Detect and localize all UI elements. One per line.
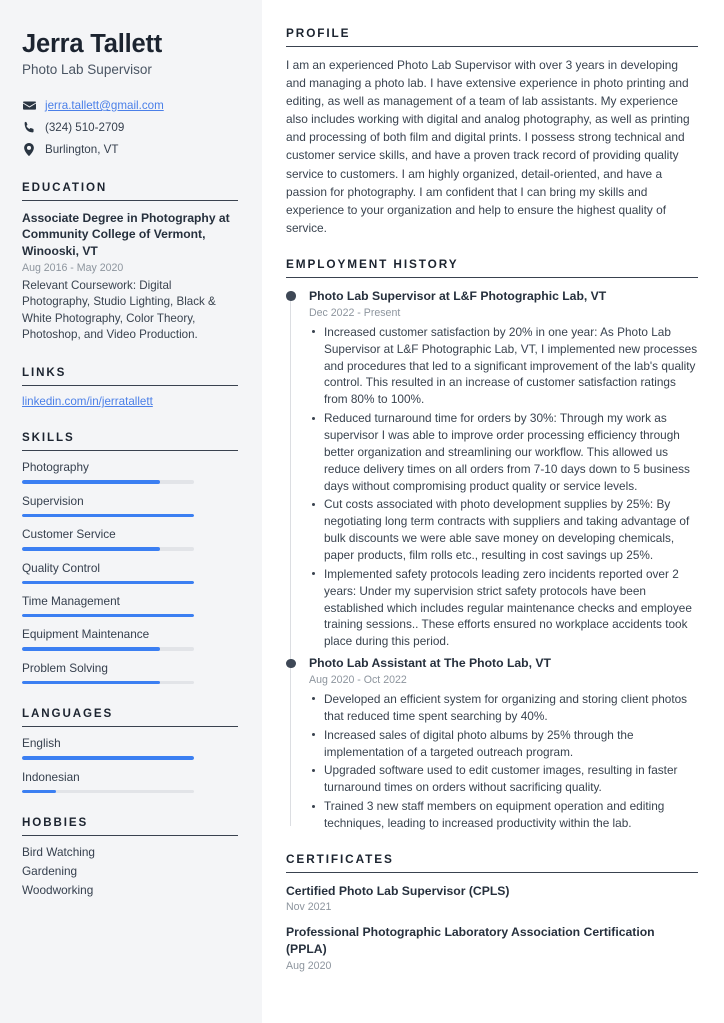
- language-level-track: [22, 790, 194, 793]
- skill-level-fill: [22, 581, 194, 584]
- employment-bullet: Increased sales of digital photo albums by 25% through the implementation of a targeted outreach program.: [309, 727, 698, 761]
- skill-item: [22, 561, 238, 584]
- employment-bullet: Developed an efficient system for organizing and storing client photos that reduced time spent searching by 40%.: [309, 691, 698, 725]
- certificate-name: Professional Photographic Laboratory Association Certification (PPLA): [286, 925, 655, 957]
- hobbies-list: [22, 836, 238, 897]
- skill-item: [22, 594, 238, 617]
- skill-label: Time Management: [22, 593, 120, 608]
- contact-item-location: [22, 142, 238, 158]
- section-heading-languages: LANGUAGES: [22, 707, 238, 727]
- skill-item: [22, 460, 238, 483]
- section-education: [22, 181, 238, 344]
- language-level-fill: [22, 790, 56, 793]
- map-pin-icon: [22, 143, 36, 156]
- links-list: [22, 386, 238, 408]
- contact-item-email[interactable]: [22, 98, 238, 114]
- skill-label: Customer Service: [22, 527, 116, 542]
- employment-bullet: Implemented safety protocols leading zero incidents reported over 2 years: Under my supervision strict safety protocols have been established which includes regular maintenance checks and employee training sessions.. These efforts ensured no workplace accidents took place during this period.: [309, 566, 698, 650]
- skill-level-track: [22, 514, 194, 517]
- education-description: Relevant Coursework: Digital Photography, Studio Lighting, Black & White Photography, Color Theory, Photoshop, and Video Production.: [22, 278, 216, 341]
- section-languages: [22, 707, 238, 793]
- timeline-line: [290, 294, 291, 660]
- skill-level-fill: [22, 681, 160, 684]
- section-heading-certificates: CERTIFICATES: [286, 852, 698, 873]
- languages-list: [22, 727, 238, 793]
- employment-item: [286, 656, 698, 832]
- employment-bullet: Trained 3 new staff members on equipment operation and editing techniques, leading to increased productivity within the lab.: [309, 798, 698, 832]
- section-heading-employment: EMPLOYMENT HISTORY: [286, 257, 698, 278]
- employment-role: Photo Lab Assistant at The Photo Lab, VT: [309, 656, 551, 671]
- language-label: English: [22, 736, 61, 751]
- skill-level-fill: [22, 647, 160, 650]
- link-item-linkedin[interactable]: linkedin.com/in/jerratallett: [22, 395, 153, 409]
- skill-level-fill: [22, 614, 194, 617]
- header-job-title: Photo Lab Supervisor: [22, 61, 152, 77]
- education-item: [22, 210, 238, 344]
- employment-bullets: [309, 324, 698, 650]
- language-item: [22, 770, 238, 793]
- employment-date: Aug 2020 - Oct 2022: [309, 673, 407, 686]
- sidebar: [0, 0, 262, 1023]
- skill-level-fill: [22, 514, 194, 517]
- envelope-icon: [22, 99, 36, 112]
- timeline-dot-icon: [286, 291, 296, 301]
- page-title: Jerra Tallett: [22, 30, 163, 58]
- skill-label: Photography: [22, 460, 89, 475]
- location-value: Burlington, VT: [45, 143, 119, 157]
- section-heading-links: LINKS: [22, 366, 238, 386]
- employment-bullets: [309, 691, 698, 832]
- education-date: Aug 2016 - May 2020: [22, 261, 124, 274]
- education-list: [22, 201, 238, 344]
- employment-bullet: Increased customer satisfaction by 20% in one year: As Photo Lab Supervisor at L&F Photographic Lab, VT, I implemented new processes and procedures that led to a significant improvement of the lab's quality control. This resulted in an increase of customer satisfaction ratings from 80% to 100%.: [309, 324, 698, 408]
- timeline-line: [290, 661, 291, 826]
- timeline-dot-icon: [286, 659, 296, 669]
- skill-level-track: [22, 647, 194, 650]
- email-link[interactable]: jerra.tallett@gmail.com: [45, 99, 164, 113]
- skill-label: Supervision: [22, 493, 84, 508]
- skill-item: [22, 661, 238, 684]
- section-heading-skills: SKILLS: [22, 431, 238, 451]
- contact-item-phone: [22, 120, 238, 136]
- skill-item: [22, 627, 238, 650]
- employment-list: [286, 278, 698, 832]
- main-column: [262, 0, 724, 1023]
- section-heading-profile: PROFILE: [286, 26, 698, 47]
- skill-level-fill: [22, 480, 160, 483]
- certificate-name: Certified Photo Lab Supervisor (CPLS): [286, 883, 510, 898]
- hobby-item: Woodworking: [22, 882, 94, 897]
- language-item: [22, 736, 238, 759]
- section-heading-hobbies: HOBBIES: [22, 816, 238, 836]
- hobby-item: Gardening: [22, 863, 78, 878]
- contact-list: [22, 98, 238, 158]
- phone-value: (324) 510-2709: [45, 121, 125, 135]
- section-skills: [22, 431, 238, 684]
- employment-bullet: Reduced turnaround time for orders by 30%: Through my work as supervisor I was able to improve order processing efficiency through better organization and streamlining our workflow. This allowed us reduce delivery times on all orders from 7-10 days down to 5 business days without compromising product quality or service levels.: [309, 410, 698, 494]
- certificate-date: Nov 2021: [286, 901, 332, 914]
- skill-level-track: [22, 480, 194, 483]
- employment-bullet: Upgraded software used to edit customer images, resulting in faster turnaround times on orders without sacrificing quality.: [309, 762, 698, 796]
- phone-icon: [22, 121, 36, 134]
- skill-item: [22, 494, 238, 517]
- certificates-list: [286, 873, 698, 972]
- skill-level-track: [22, 614, 194, 617]
- skill-label: Problem Solving: [22, 660, 108, 675]
- skills-list: [22, 451, 238, 684]
- employment-item: [286, 289, 698, 656]
- section-hobbies: [22, 816, 238, 897]
- section-profile: [286, 26, 698, 237]
- skill-level-track: [22, 681, 194, 684]
- education-title: Associate Degree in Photography at Community College of Vermont, Winooski, VT: [22, 210, 230, 258]
- profile-text: I am an experienced Photo Lab Supervisor with over 3 years in developing and managing a photo lab. I have extensive experience in photo printing and editing, as well as management of a team of lab assistants. My experience also includes working with digital and analog photography, as well as printing and processing of both film and digital prints. I possess strong technical and customer service skills, and have a proven track record of providing quality service to customers. I am highly organized, detail-oriented, and have a passion for photography. I am confident that I can bring my skills and experience to your organization and help to ensure the highest quality of service.: [286, 58, 690, 235]
- skill-item: [22, 527, 238, 550]
- employment-bullet: Cut costs associated with photo development supplies by 25%: By negotiating long term contracts with suppliers and taking advantage of bulk discounts we were able save money on developing chemicals, paper products, film rolls etc., resulting in cost savings up 25%.: [309, 496, 698, 563]
- skill-label: Quality Control: [22, 560, 101, 575]
- skill-label: Equipment Maintenance: [22, 627, 150, 642]
- language-level-fill: [22, 756, 194, 759]
- certificate-date: Aug 2020: [286, 959, 332, 972]
- certificate-item: [286, 883, 698, 914]
- section-heading-education: EDUCATION: [22, 181, 238, 201]
- employment-date: Dec 2022 - Present: [309, 306, 401, 319]
- certificate-item: [286, 924, 698, 971]
- section-certificates: [286, 852, 698, 972]
- language-level-track: [22, 756, 194, 759]
- section-employment-history: [286, 257, 698, 832]
- employment-role: Photo Lab Supervisor at L&F Photographic Lab, VT: [309, 288, 607, 303]
- section-links: [22, 366, 238, 408]
- hobby-item: Bird Watching: [22, 844, 95, 859]
- skill-level-track: [22, 581, 194, 584]
- skill-level-track: [22, 547, 194, 550]
- skill-level-fill: [22, 547, 160, 550]
- language-label: Indonesian: [22, 769, 80, 784]
